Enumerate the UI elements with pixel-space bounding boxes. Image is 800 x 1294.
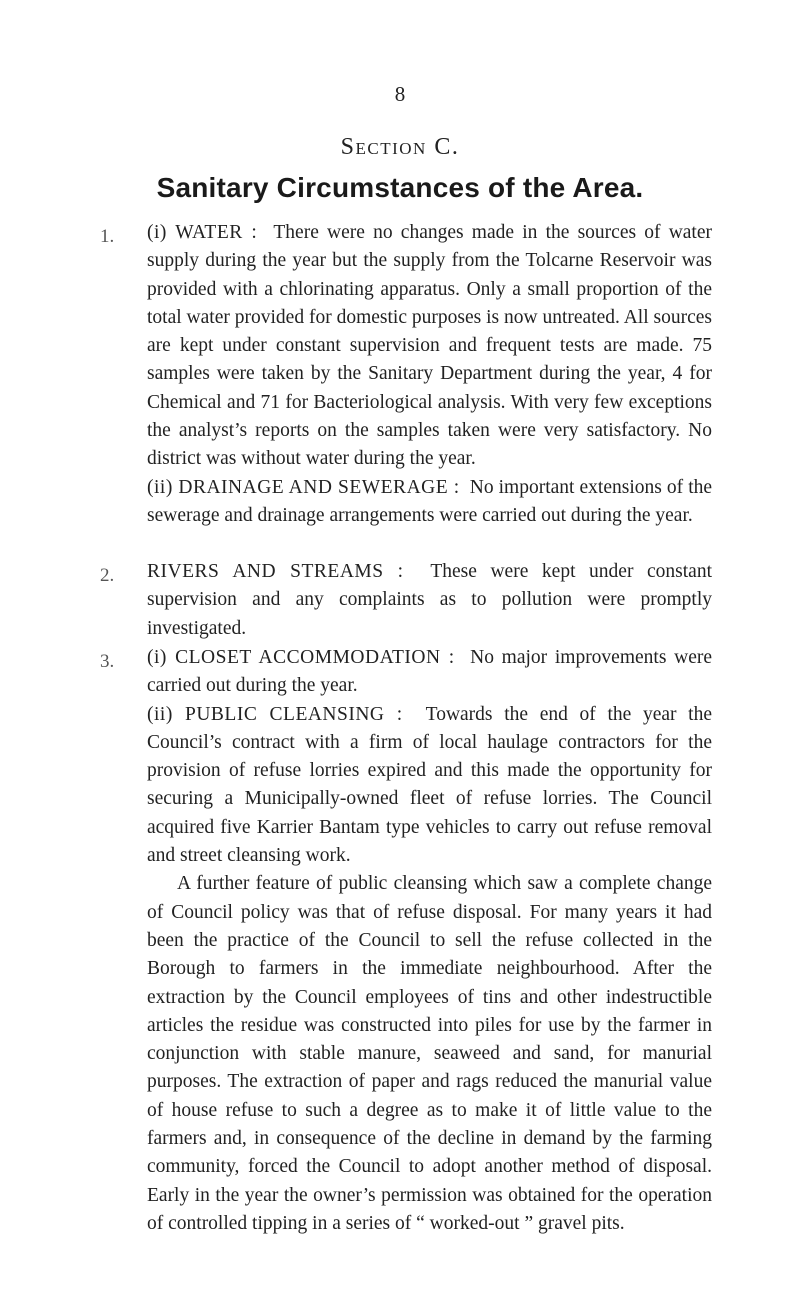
- paragraph-heading: (ii) DRAINAGE AND SEWERAGE :: [147, 476, 460, 498]
- section-heading: Section C.: [340, 134, 460, 160]
- paragraph-refuse-disposal: A further feature of public cleansing which saw a complete change of Council policy was that of refuse disposal. For many years it had been the practice of the Council to sell the refuse collected in the Borough to farmers in the immediate neighbourhood. After the extraction by the Council employees of tins and other indestructible articles the residue was constructed into piles for use by the farmer in conjunction with stable manure, seaweed and sand, for manurial purposes. The extraction of paper and rags reduced the manurial value of house refuse to such a degree as to make it of little value to the farmers and, in consequence of the decline in demand by the farming community, forced the Council to adopt another method of disposal. Early in the year the owner’s permission was obtained for the operation of controlled tipping in a series of “ worked-out ” gravel pits.: [147, 873, 712, 1234]
- page-title: Sanitary Circumstances of the Area.: [156, 172, 644, 203]
- item-2-rivers: [147, 558, 712, 643]
- paragraph-public-cleansing: [147, 701, 712, 871]
- paragraph-heading: (ii) PUBLIC CLEANSING :: [147, 703, 403, 725]
- paragraph-rivers: [147, 558, 712, 643]
- paragraph-drainage: [147, 474, 712, 531]
- paragraph-text: These were kept under constant supervision and any complaints as to pollution were promptly investigated.: [147, 561, 712, 639]
- margin-number-3: 3.: [100, 651, 115, 672]
- paragraph-text: No important extensions of the sewerage and drainage arrangements were carried out during the year.: [147, 476, 713, 526]
- margin-number-1: 1.: [100, 226, 115, 247]
- paragraph-water: [147, 219, 712, 474]
- paragraph-heading: RIVERS AND STREAMS :: [147, 561, 404, 582]
- margin-number-2: 2.: [100, 565, 115, 586]
- paragraph-text: No major improvements were carried out during the year.: [147, 647, 713, 697]
- paragraph-text: There were no changes made in the sources of water supply during the year but the supply from the Tolcarne Reservoir was provided with a chlorinating apparatus. Only a small proportion of the total water provided for domestic purposes is now untreated. All sources are kept under constant supervision and frequent tests are made. 75 samples were taken by the Sanitary Department during the year, 4 for Chemical and 71 for Bacteriological analysis. With very few exceptions the analyst’s reports on the samples taken were very satisfactory. No district was without water during the year.: [147, 222, 713, 470]
- item-3-closet-cleansing: [147, 644, 712, 1238]
- paragraph-text: Towards the end of the year the Council’s contract with a firm of local haulage contractors for the provision of refuse lorries expired and this made the opportunity for securing a Municipally-owned fleet of refuse lorries. The Council acquired five Karrier Bantam type vehicles to carry out refuse removal and street cleansing work.: [147, 703, 712, 867]
- item-1-water: [147, 219, 712, 530]
- page-number: 8: [394, 82, 406, 106]
- paragraph-closet: [147, 644, 712, 701]
- paragraph-heading: (i) CLOSET ACCOMMODATION :: [147, 647, 455, 668]
- paragraph-heading: (i) WATER :: [147, 222, 258, 243]
